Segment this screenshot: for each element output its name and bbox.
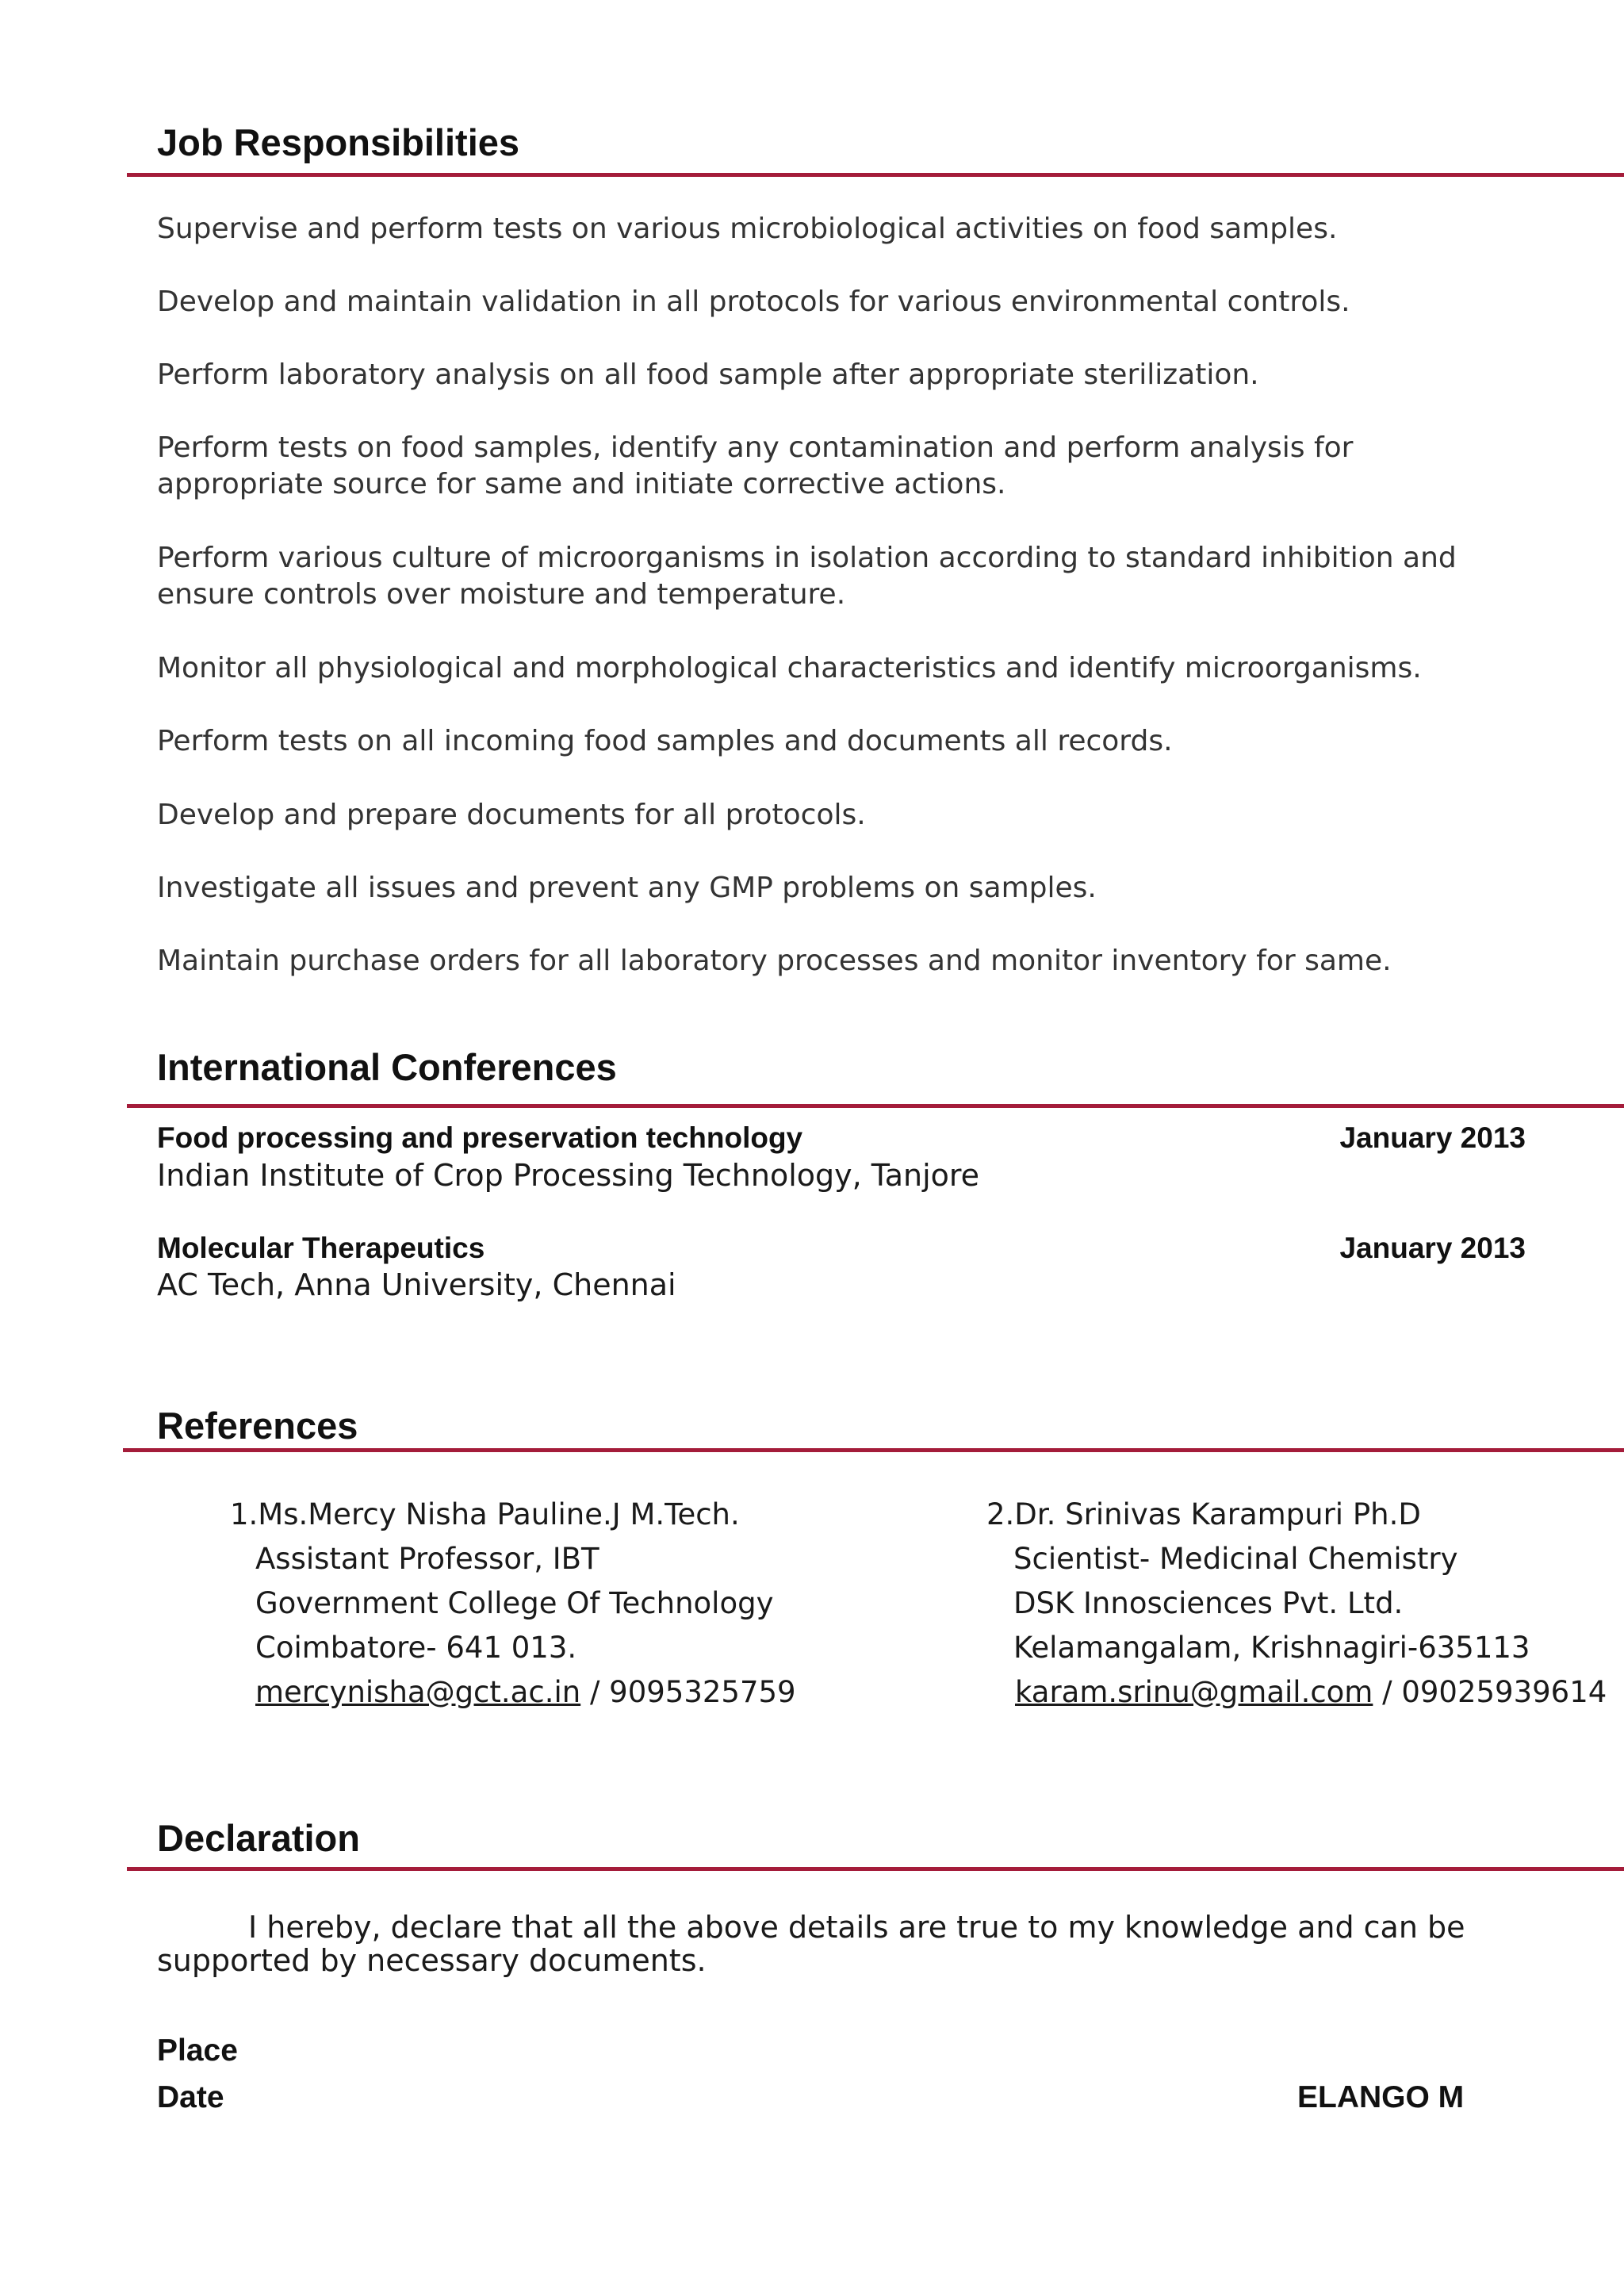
section-rule [127,1104,1624,1108]
reference-email-link[interactable]: mercynisha@gct.ac.in [255,1675,581,1709]
reference-email-link[interactable]: karam.srinu@gmail.com [1015,1675,1373,1709]
section-title-references: References [157,1405,358,1447]
responsibility-item: Supervise and perform tests on various microbiological activities on food samples. [157,213,1338,245]
responsibility-item: Perform tests on all incoming food samples and documents all records. [157,725,1173,757]
section-rule [123,1448,1624,1452]
reference-address: Coimbatore- 641 013. [255,1631,577,1665]
reference-role: Scientist- Medicinal Chemistry [1013,1542,1458,1576]
date-label: Date [157,2080,224,2114]
reference-org: DSK Innosciences Pvt. Ltd. [1013,1586,1404,1620]
section-title-conferences: International Conferences [157,1046,617,1088]
responsibility-item: Develop and maintain validation in all protocols for various environmental controls. [157,286,1350,318]
responsibility-item: Maintain purchase orders for all laboratory processes and monitor inventory for same. [157,945,1392,977]
conference-org: Indian Institute of Crop Processing Technology, Tanjore [157,1158,980,1193]
reference-address: Kelamangalam, Krishnagiri-635113 [1013,1631,1530,1665]
responsibility-item: Perform various culture of microorganisms in isolation according to standard inhibition and ensure controls over moisture and temperature. [157,542,1457,611]
responsibility-item: Investigate all issues and prevent any GMP problems on samples. [157,872,1097,904]
responsibility-item: Monitor all physiological and morphological characteristics and identify microorganisms. [157,652,1422,684]
reference-phone: / 09025939614 [1373,1675,1607,1709]
responsibility-item: Develop and prepare documents for all protocols. [157,799,866,831]
conference-name: Molecular Therapeutics [157,1232,485,1264]
reference-contact [1015,1675,1607,1709]
conference-date: January 2013 [1339,1232,1526,1264]
responsibility-item: Perform laboratory analysis on all food sample after appropriate sterilization. [157,358,1259,391]
section-rule [127,1867,1624,1871]
reference-contact [255,1675,796,1709]
signature-name: ELANGO M [1297,2080,1465,2114]
place-label: Place [157,2033,238,2068]
section-title-declaration: Declaration [157,1817,360,1859]
responsibility-item: Perform tests on food samples, identify any contamination and perform analysis for appropriate source for same and initiate corrective actions. [157,431,1354,500]
section-title-job-responsibilities: Job Responsibilities [157,121,520,163]
conference-date: January 2013 [1339,1121,1526,1154]
conference-org: AC Tech, Anna University, Chennai [157,1267,676,1302]
reference-phone: / 9095325759 [580,1675,796,1709]
reference-role: Assistant Professor, IBT [255,1542,599,1576]
reference-org: Government College Of Technology [255,1586,774,1620]
section-rule [127,173,1624,177]
declaration-text: I hereby, declare that all the above details are true to my knowledge and can be supported by necessary documents. [157,1910,1465,1978]
conference-name: Food processing and preservation technology [157,1121,803,1154]
reference-name: 2.Dr. Srinivas Karampuri Ph.D [986,1497,1421,1531]
reference-name: 1.Ms.Mercy Nisha Pauline.J M.Tech. [230,1497,740,1531]
